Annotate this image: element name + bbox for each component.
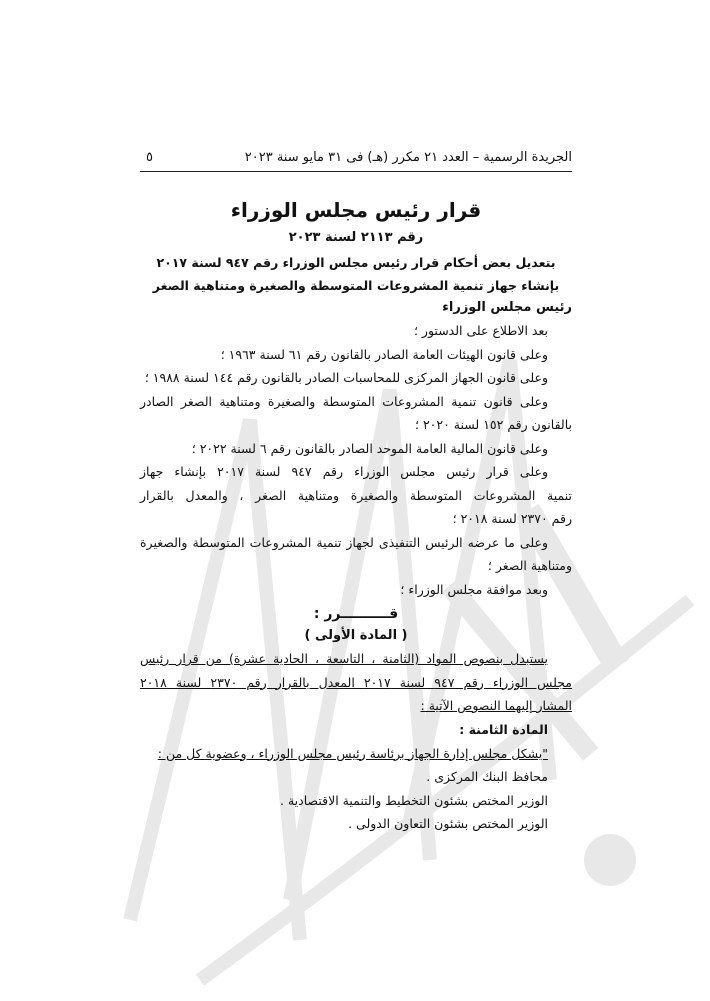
article-eight-line: الوزير المختص بشئون التعاون الدولى .: [348, 816, 548, 831]
preamble-line: وعلى قانون الجهاز المركزى للمحاسبات الصادر بالقانون رقم ١٤٤ لسنة ١٩٨٨ ؛: [144, 370, 548, 385]
document-page: [140, 150, 572, 836]
decree-title: قرار رئيس مجلس الوزراء: [230, 198, 482, 222]
qarar-label: قــــــــــرر :: [313, 606, 399, 622]
article-eight-body: [140, 742, 572, 836]
article-one-line: يستبدل بنصوص المواد (الثامنة ، التاسعة ، الحادية عشرة) من قرار رئيس: [140, 651, 548, 666]
decree-subject-1: بتعديل بعض أحكام قرار رئيس مجلس الوزراء رقم ٩٤٧ لسنة ٢٠١٧: [156, 255, 556, 270]
preamble-line: رقم ٢٣٧٠ لسنة ٢٠١٨ ؛: [452, 511, 572, 526]
gazette-title: الجريدة الرسمية – العدد ٢١ مكرر (هـ) فى ٣١ مايو سنة ٢٠٢٣: [244, 150, 572, 165]
preamble-line: وعلى قرار رئيس مجلس الوزراء رقم ٩٤٧ لسنة ٢٠١٧ بإنشاء جهاز: [140, 464, 548, 479]
preamble: [140, 319, 572, 601]
preamble-line: وعلى ما عرضه الرئيس التنفيذى لجهاز تنمية المشروعات المتوسطة والصغيرة: [140, 534, 548, 550]
article-one-line: مجلس الوزراء رقم ٩٤٧ لسنة ٢٠١٧ المعدل بالقرار رقم ٢٣٧٠ لسنة ٢٠١٨: [140, 674, 572, 690]
article-one-line: المشار إليهما النصوص الآتية :: [420, 698, 572, 713]
page-number: ٥: [146, 150, 153, 165]
article-eight-heading: المادة الثامنة :: [459, 721, 548, 737]
preamble-line: وبعد موافقة مجلس الوزراء ؛: [400, 581, 548, 597]
preamble-line: تنمية المشروعات المتوسطة والصغيرة ومتناهية الصغر ، والمعدل بالقرار: [140, 487, 572, 503]
article-one-body: [140, 647, 572, 718]
preamble-line: وعلى قانون الهيئات العامة الصادر بالقانون رقم ٦١ لسنة ١٩٦٣ ؛: [220, 346, 548, 362]
decree-number: رقم ٢١١٣ لسنة ٢٠٢٣: [288, 230, 424, 245]
preamble-line: وعلى قانون تنمية المشروعات المتوسطة والصغيرة ومتناهية الصغر الصادر: [140, 393, 548, 409]
gazette-header: [140, 150, 572, 172]
article-eight-line: "يشكل مجلس إدارة الجهاز برئاسة رئيس مجلس الوزراء ، وعضوية كل من :: [157, 745, 548, 761]
preamble-line: وعلى قانون المالية العامة الموحد الصادر بالقانون رقم ٦ لسنة ٢٠٢٢ ؛: [191, 440, 548, 456]
preamble-line: بالقانون رقم ١٥٢ لسنة ٢٠٢٠ ؛: [415, 417, 572, 432]
decree-subject-2: بإنشاء جهاز تنمية المشروعات المتوسطة والصغيرة ومتناهية الصغر: [152, 278, 560, 293]
article-eight-line: محافظ البنك المركزى .: [426, 769, 548, 784]
decree-issuer: رئيس مجلس الوزراء: [442, 300, 572, 315]
preamble-line: ومتناهية الصغر ؛: [487, 558, 572, 573]
article-one-heading: ( المادة الأولى ): [304, 628, 408, 643]
article-eight-line: الوزير المختص بشئون التخطيط والتنمية الاقتصادية .: [280, 792, 548, 808]
preamble-line: بعد الاطلاع على الدستور ؛: [413, 323, 548, 338]
